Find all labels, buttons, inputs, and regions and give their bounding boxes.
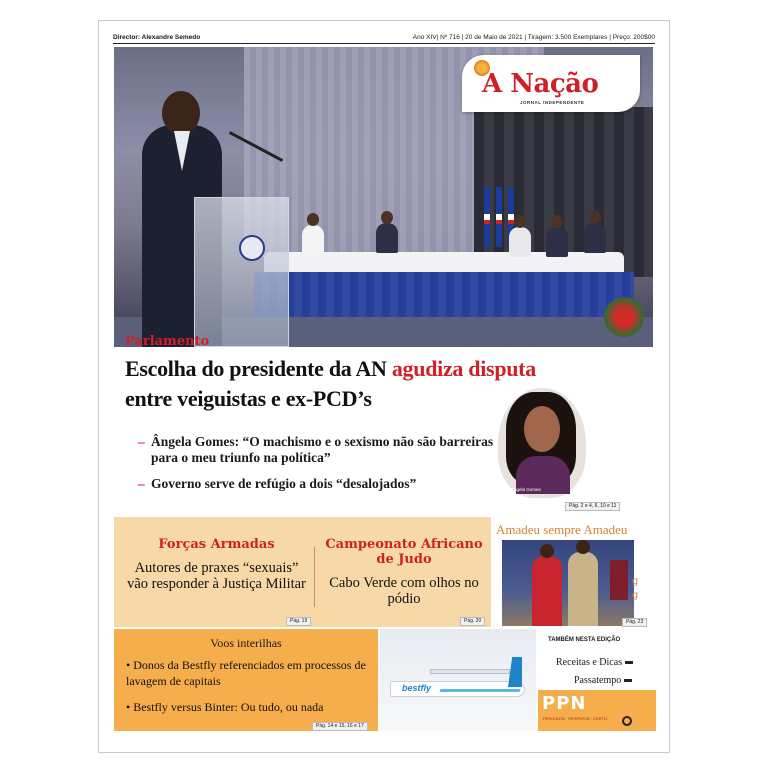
podium-seal (239, 235, 265, 261)
page-reference: Pág. 19 (286, 617, 311, 626)
bullet-dash-icon: – (138, 476, 145, 491)
flag (484, 187, 490, 247)
headline-part2: entre veiguistas e ex-PCD’s (125, 386, 372, 411)
seated-person (546, 227, 568, 257)
bullet-item (138, 434, 498, 466)
plane-brand: bestfly (402, 683, 432, 693)
band-right-kicker: Campeonato Africano de Judo (325, 537, 483, 567)
head-table (264, 252, 624, 274)
airplane-photo (380, 629, 536, 731)
speaker-head (162, 91, 200, 135)
voos-item: • Bestfly versus Binter: Ou tudo, ou nada (126, 700, 324, 714)
headline-part1: Escolha do presidente da AN (125, 356, 392, 381)
seated-person (509, 227, 531, 257)
tambem-item: Passatempo (574, 675, 632, 686)
flag (496, 187, 502, 247)
band-left (124, 517, 309, 592)
bullet-item (138, 476, 498, 492)
ppn-box (538, 690, 656, 731)
logo-title: A Nação (482, 69, 599, 99)
voos-title: Voos interilhas (210, 636, 282, 650)
feature-band (114, 517, 491, 627)
band-left-kicker: Forças Armadas (158, 537, 275, 552)
page-reference: Pág. 14 e 15, 16 e 17 (312, 722, 368, 731)
band-left-text: Autores de praxes “sexuais” vão responder à Justiça Militar (127, 560, 306, 592)
headline-highlight: agudiza disputa (391, 356, 536, 381)
portrait-caption: Ângela Gomes (511, 487, 541, 492)
band-divider (314, 547, 315, 607)
story-bullets (138, 434, 498, 502)
section-tag: Parlamento (125, 334, 210, 349)
podium (194, 197, 289, 347)
ppn-subtitle: PERGUNTA · RESPOSTA · CERTO (543, 716, 607, 721)
seated-person (584, 223, 606, 253)
seated-person (376, 223, 398, 253)
director-credit: Director: Alexandre Semedo (113, 34, 201, 41)
side-letters: g g (632, 576, 639, 601)
newspaper-logo (462, 55, 640, 112)
tambem-item: Receitas e Dicas (556, 657, 633, 668)
masthead-bar (113, 32, 655, 44)
ppn-title: PPN (542, 693, 587, 714)
amadeu-title: Amadeu sempre Amadeu (496, 522, 628, 537)
woman-figure (532, 556, 562, 626)
flower-arrangement (604, 297, 644, 337)
page-reference: Pág. 2 e 4, 6, 10 e 11 (565, 502, 620, 511)
voos-box (114, 629, 378, 731)
tambem-title: TAMBÉM NESTA EDIÇÃO (548, 637, 621, 643)
voos-item: • Donos da Bestfly referenciados em processos de lavagem de capitais (126, 658, 366, 688)
bullet-text: Governo serve de refúgio a dois “desalojados” (151, 476, 417, 491)
page-reference: Pág. 23 (622, 618, 647, 627)
page-reference: Pág. 20 (460, 617, 485, 626)
band-right-text: Cabo Verde com olhos no pódio (329, 575, 479, 607)
amadeu-photo (502, 540, 634, 626)
man-figure (568, 552, 598, 626)
issue-info: Ano XIV| Nº 716 | 20 de Maio de 2021 | Tiragem: 3.500 Exemplares | Preço: 200$00 (412, 34, 655, 41)
bullet-text: Ângela Gomes: “O machismo e o sexismo não são barreiras para o meu triunfo na política” (151, 434, 494, 465)
flag (610, 560, 628, 600)
band-right (324, 517, 484, 607)
bullet-dash-icon: – (138, 434, 145, 449)
angela-gomes-portrait (498, 388, 586, 498)
logo-subtitle: JORNAL INDEPENDENTE (520, 100, 585, 105)
seated-person (302, 225, 324, 255)
ring-icon (622, 716, 632, 726)
